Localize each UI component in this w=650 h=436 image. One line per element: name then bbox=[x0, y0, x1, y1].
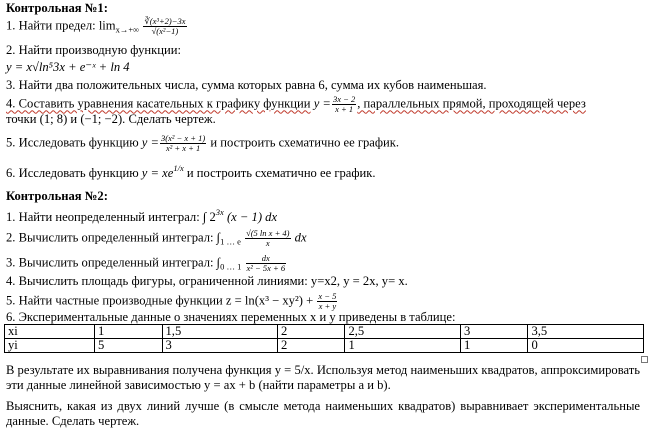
paragraph-2: Выяснить, какая из двух линий лучше (в смысле метода наименьших квадратов) выравнивает экспериментальные данные. Сделать чертеж. bbox=[6, 399, 640, 428]
section-title-2: Контрольная №2: bbox=[6, 189, 108, 203]
table-cell: 1 bbox=[345, 339, 460, 353]
table-cell: 2 bbox=[277, 325, 345, 339]
task-2-2-tail: dx bbox=[291, 230, 307, 245]
task-2-1-tail: (x − 1) dx bbox=[226, 210, 278, 224]
table-cell: 2 bbox=[277, 339, 345, 353]
limit-symbol: lim bbox=[98, 18, 116, 33]
task-1-5-text: 5. Исследовать функцию bbox=[6, 135, 139, 150]
task-1-4-line2: точки (1; 8) и (−1; −2). Сделать чертеж. bbox=[6, 112, 216, 126]
table-cell: 3 bbox=[460, 325, 528, 339]
task-2-2-numerator: √(5 ln x + 4) bbox=[246, 228, 290, 238]
task-2-1-exponent: 3x bbox=[215, 207, 224, 217]
task-2-3-fraction bbox=[246, 254, 287, 273]
limit-fraction bbox=[143, 17, 186, 36]
limit-numerator: ∛(x³+2)−3x bbox=[144, 16, 186, 26]
task-2-2-denominator: x bbox=[265, 238, 270, 248]
task-2-3-text: 3. Вычислить определенный интеграл: ∫ bbox=[6, 255, 221, 270]
task-2-3-limits: 0 … 1 bbox=[220, 261, 242, 272]
task-1-5 bbox=[6, 134, 399, 153]
task-1-5-fraction bbox=[160, 134, 206, 153]
task-1-3: 3. Найти два положительных числа, сумма которых равна 6, сумма их кубов наименьшая. bbox=[6, 78, 487, 92]
task-2-3-numerator: dx bbox=[246, 254, 287, 264]
task-1-5-suffix: и построить схематично ее график. bbox=[207, 135, 400, 150]
task-1-5-denominator: x² + x + 1 bbox=[165, 143, 201, 153]
task-1-2-formula: y = x√ln⁵3x + e⁻ˣ + ln 4 bbox=[6, 60, 130, 74]
task-1-2: 2. Найти производную функции: bbox=[6, 43, 181, 57]
task-1-4-text-a: 4. Составить уравнения касательных к графику функции bbox=[6, 96, 311, 111]
task-1-6-exponent: 1/x bbox=[173, 163, 184, 173]
table-cell-label: yi bbox=[5, 339, 95, 353]
limit-denominator: √(x²−1) bbox=[151, 26, 179, 36]
table-cell: 1 bbox=[95, 325, 163, 339]
paragraph-1: В результате их выравнивания получена функция y = 5/x. Используя метод наименьших квадратов, аппроксимировать эти данные линейной зависимостью y = ax + b (найти параметры a и b). bbox=[6, 363, 640, 392]
task-2-5-fraction bbox=[317, 292, 337, 311]
limit-subscript: x→+∞ bbox=[115, 24, 140, 35]
task-2-1 bbox=[6, 205, 277, 225]
task-1-4-func: y = bbox=[313, 96, 331, 111]
task-1-1 bbox=[6, 17, 188, 37]
table-cell: 3,5 bbox=[528, 325, 644, 339]
table-row-y bbox=[5, 339, 644, 353]
task-1-6-text: 6. Исследовать функцию bbox=[6, 166, 139, 180]
task-2-5-denominator: x + y bbox=[318, 301, 337, 311]
task-1-6 bbox=[6, 161, 376, 181]
task-1-5-func: y = bbox=[141, 135, 160, 150]
task-1-6-func: y = xe bbox=[141, 166, 174, 180]
task-1-4-denominator: x + 1 bbox=[335, 104, 354, 114]
table-cell: 1 bbox=[460, 339, 528, 353]
table-cell: 5 bbox=[95, 339, 163, 353]
task-2-2-fraction bbox=[245, 229, 290, 248]
task-1-1-text: 1. Найти предел: bbox=[6, 18, 99, 33]
task-2-2 bbox=[6, 229, 307, 249]
paragraph-marker bbox=[641, 356, 648, 363]
table-cell: 2,5 bbox=[345, 325, 460, 339]
task-1-4-text-b: , параллельных прямой, проходящей через bbox=[357, 96, 586, 111]
table-cell: 3 bbox=[162, 339, 277, 353]
experimental-data-table bbox=[4, 324, 644, 353]
task-2-5-text: 5. Найти частные производные функции z = ln(x³ − xy²) + bbox=[6, 293, 314, 308]
task-2-3-denominator: x² − 5x + 6 bbox=[246, 263, 286, 273]
task-2-2-limits: 1 … e bbox=[220, 236, 241, 247]
task-2-5-numerator: x − 5 bbox=[318, 291, 337, 301]
task-2-1-text: 1. Найти неопределенный интеграл: ∫ 2 bbox=[6, 210, 216, 224]
table-cell-label: xi bbox=[5, 325, 95, 339]
task-1-5-numerator: 3(x² − x + 1) bbox=[161, 133, 206, 143]
task-1-4-numerator: 3x − 2 bbox=[332, 94, 356, 104]
task-2-6: 6. Экспериментальные данные о значениях переменных x и y приведены в таблице: bbox=[6, 310, 456, 324]
section-title-1: Контрольная №1: bbox=[6, 1, 108, 15]
task-2-3 bbox=[6, 254, 287, 274]
table-cell: 1,5 bbox=[162, 325, 277, 339]
task-1-4-fraction bbox=[332, 95, 356, 114]
task-2-4: 4. Вычислить площадь фигуры, ограниченной линиями: y=x2, y = 2x, y= x. bbox=[6, 274, 408, 288]
task-2-2-text: 2. Вычислить определенный интеграл: ∫ bbox=[6, 230, 221, 245]
task-1-6-suffix: и построить схематично ее график. bbox=[183, 166, 376, 180]
table-row-x bbox=[5, 325, 644, 339]
task-2-5 bbox=[6, 292, 338, 311]
table-cell: 0 bbox=[528, 339, 644, 353]
